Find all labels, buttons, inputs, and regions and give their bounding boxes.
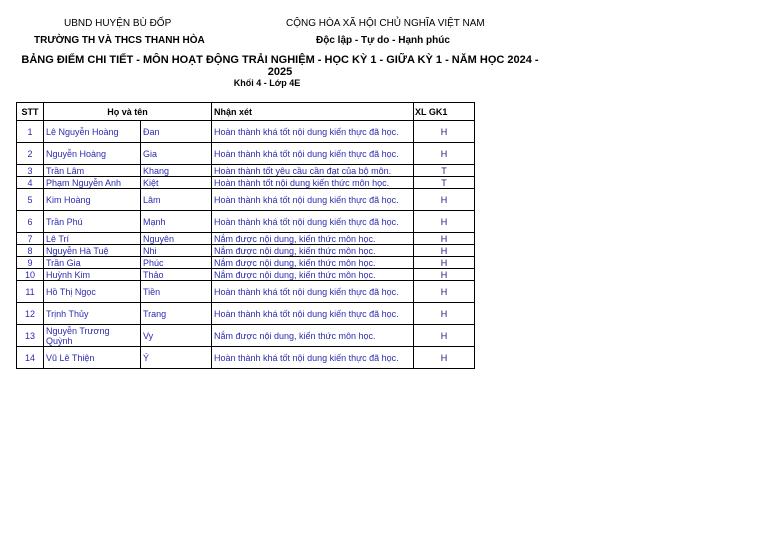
row-first-name: Tiền	[141, 281, 212, 303]
school-name: TRƯỜNG TH VÀ THCS THANH HÒA	[34, 35, 205, 46]
grade-table	[16, 102, 475, 369]
row-last-name: Trần Phú	[44, 211, 141, 233]
row-grade: H	[414, 325, 475, 347]
page-title	[0, 54, 560, 78]
header-name: Họ và tên	[44, 103, 212, 121]
row-stt: 10	[17, 269, 44, 281]
row-stt: 3	[17, 165, 44, 177]
header-xl: XL GK1	[414, 103, 475, 121]
row-stt: 11	[17, 281, 44, 303]
row-grade: H	[414, 211, 475, 233]
row-grade: H	[414, 303, 475, 325]
row-note: Hoàn thành khá tốt nội dung kiến thực đã học.	[212, 303, 414, 325]
row-first-name: Nguyên	[141, 233, 212, 245]
row-last-name: Lê Trí	[44, 233, 141, 245]
row-grade: H	[414, 269, 475, 281]
row-first-name: Mạnh	[141, 211, 212, 233]
nation-name: CỘNG HÒA XÃ HỘI CHỦ NGHĨA VIỆT NAM	[286, 18, 485, 29]
row-note: Nắm được nội dung, kiến thức môn học.	[212, 325, 414, 347]
table-header-row	[17, 103, 475, 121]
row-note: Nắm được nội dung, kiến thức môn học.	[212, 245, 414, 257]
table-row	[17, 143, 475, 165]
row-last-name: Vũ Lê Thiện	[44, 347, 141, 369]
row-grade: H	[414, 189, 475, 211]
row-note: Hoàn thành tốt yêu cầu cần đạt của bộ môn.	[212, 165, 414, 177]
row-first-name: Thảo	[141, 269, 212, 281]
row-grade: T	[414, 165, 475, 177]
row-stt: 13	[17, 325, 44, 347]
row-last-name: Kim Hoàng	[44, 189, 141, 211]
row-last-name: Nguyễn Hoàng	[44, 143, 141, 165]
row-grade: H	[414, 257, 475, 269]
row-last-name: Nguyễn Trương Quỳnh	[44, 325, 141, 347]
row-first-name: Nhi	[141, 245, 212, 257]
table-body	[17, 121, 475, 369]
title-line-1: BẢNG ĐIỂM CHI TIẾT - MÔN HOẠT ĐỘNG TRẢI NGHIỆM - HỌC KỲ 1 - GIỮA KỲ 1 - NĂM HỌC 2024 -	[21, 54, 539, 66]
row-stt: 1	[17, 121, 44, 143]
row-first-name: Gia	[141, 143, 212, 165]
row-last-name: Phạm Nguyễn Anh	[44, 177, 141, 189]
row-note: Nắm được nội dung, kiến thức môn học.	[212, 257, 414, 269]
table-row	[17, 269, 475, 281]
row-first-name: Vy	[141, 325, 212, 347]
row-note: Hoàn thành tốt nội dung kiến thức môn học.	[212, 177, 414, 189]
row-grade: H	[414, 121, 475, 143]
row-grade: T	[414, 177, 475, 189]
row-stt: 14	[17, 347, 44, 369]
row-first-name: Trang	[141, 303, 212, 325]
row-stt: 7	[17, 233, 44, 245]
row-note: Hoàn thành khá tốt nội dung kiến thực đã học.	[212, 347, 414, 369]
row-stt: 4	[17, 177, 44, 189]
row-note: Hoàn thành khá tốt nội dung kiến thực đã học.	[212, 143, 414, 165]
row-note: Hoàn thành khá tốt nội dung kiến thực đã học.	[212, 189, 414, 211]
table-row	[17, 325, 475, 347]
row-grade: H	[414, 233, 475, 245]
row-grade: H	[414, 347, 475, 369]
row-stt: 9	[17, 257, 44, 269]
row-first-name: Lâm	[141, 189, 212, 211]
row-note: Hoàn thành khá tốt nội dung kiến thực đã học.	[212, 211, 414, 233]
row-stt: 8	[17, 245, 44, 257]
row-grade: H	[414, 281, 475, 303]
row-note: Nắm được nội dung, kiến thức môn học.	[212, 233, 414, 245]
table-row	[17, 121, 475, 143]
class-subtitle: Khối 4 - Lớp 4E	[233, 78, 301, 88]
table-row	[17, 245, 475, 257]
row-first-name: Đan	[141, 121, 212, 143]
table-row	[17, 233, 475, 245]
table-row	[17, 189, 475, 211]
table-row	[17, 211, 475, 233]
row-stt: 6	[17, 211, 44, 233]
header-note: Nhận xét	[212, 103, 414, 121]
row-grade: H	[414, 143, 475, 165]
row-last-name: Trịnh Thủy	[44, 303, 141, 325]
table-row	[17, 177, 475, 189]
table-row	[17, 347, 475, 369]
table-row	[17, 257, 475, 269]
row-note: Hoàn thành khá tốt nội dung kiến thực đã học.	[212, 121, 414, 143]
row-stt: 12	[17, 303, 44, 325]
table-row	[17, 303, 475, 325]
row-last-name: Trần Gia	[44, 257, 141, 269]
row-stt: 5	[17, 189, 44, 211]
row-stt: 2	[17, 143, 44, 165]
row-first-name: Kiệt	[141, 177, 212, 189]
table-row	[17, 281, 475, 303]
org-name: UBND HUYỆN BÙ ĐỐP	[64, 18, 172, 29]
row-grade: H	[414, 245, 475, 257]
row-last-name: Hồ Thị Ngọc	[44, 281, 141, 303]
row-note: Nắm được nội dung, kiến thức môn học.	[212, 269, 414, 281]
row-last-name: Trần Lâm	[44, 165, 141, 177]
row-last-name: Nguyễn Hà Tuệ	[44, 245, 141, 257]
header-stt: STT	[17, 103, 44, 121]
national-motto: Độc lập - Tự do - Hạnh phúc	[316, 35, 450, 46]
row-note: Hoàn thành khá tốt nội dung kiến thực đã học.	[212, 281, 414, 303]
row-last-name: Huỳnh Kim	[44, 269, 141, 281]
table-row	[17, 165, 475, 177]
row-first-name: Phúc	[141, 257, 212, 269]
row-first-name: Khang	[141, 165, 212, 177]
title-line-2: 2025	[267, 66, 293, 78]
row-first-name: Ý	[141, 347, 212, 369]
row-last-name: Lê Nguyễn Hoàng	[44, 121, 141, 143]
